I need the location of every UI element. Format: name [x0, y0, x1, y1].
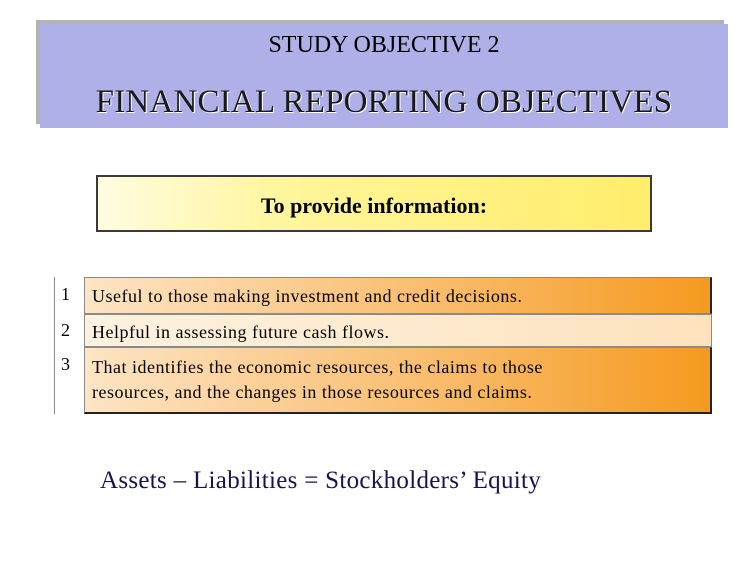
list-item-text-line: That identifies the economic resources, the claims to those [92, 357, 543, 377]
list-item-number: 3 [54, 347, 84, 414]
list-item [54, 277, 712, 314]
info-callout-box [96, 175, 652, 232]
list-item-number: 2 [54, 314, 84, 347]
list-item-text: Helpful in assessing future cash flows. [84, 314, 712, 347]
list-item-text [84, 347, 712, 414]
accounting-equation: Assets – Liabilities = Stockholders’ Equity [100, 467, 542, 494]
info-callout-text: To provide information: [260, 192, 488, 218]
list-item-text: Useful to those making investment and credit decisions. [84, 277, 712, 314]
list-item-text-line: resources, and the changes in those resources and claims. [92, 382, 533, 402]
list-item-number: 1 [54, 277, 84, 314]
slide-title: FINANCIAL REPORTING OBJECTIVES [95, 84, 673, 120]
list-item [54, 314, 712, 347]
title-banner [40, 24, 728, 128]
objectives-list [54, 277, 712, 414]
study-objective-label: STUDY OBJECTIVE 2 [268, 32, 500, 58]
list-item [54, 347, 712, 414]
